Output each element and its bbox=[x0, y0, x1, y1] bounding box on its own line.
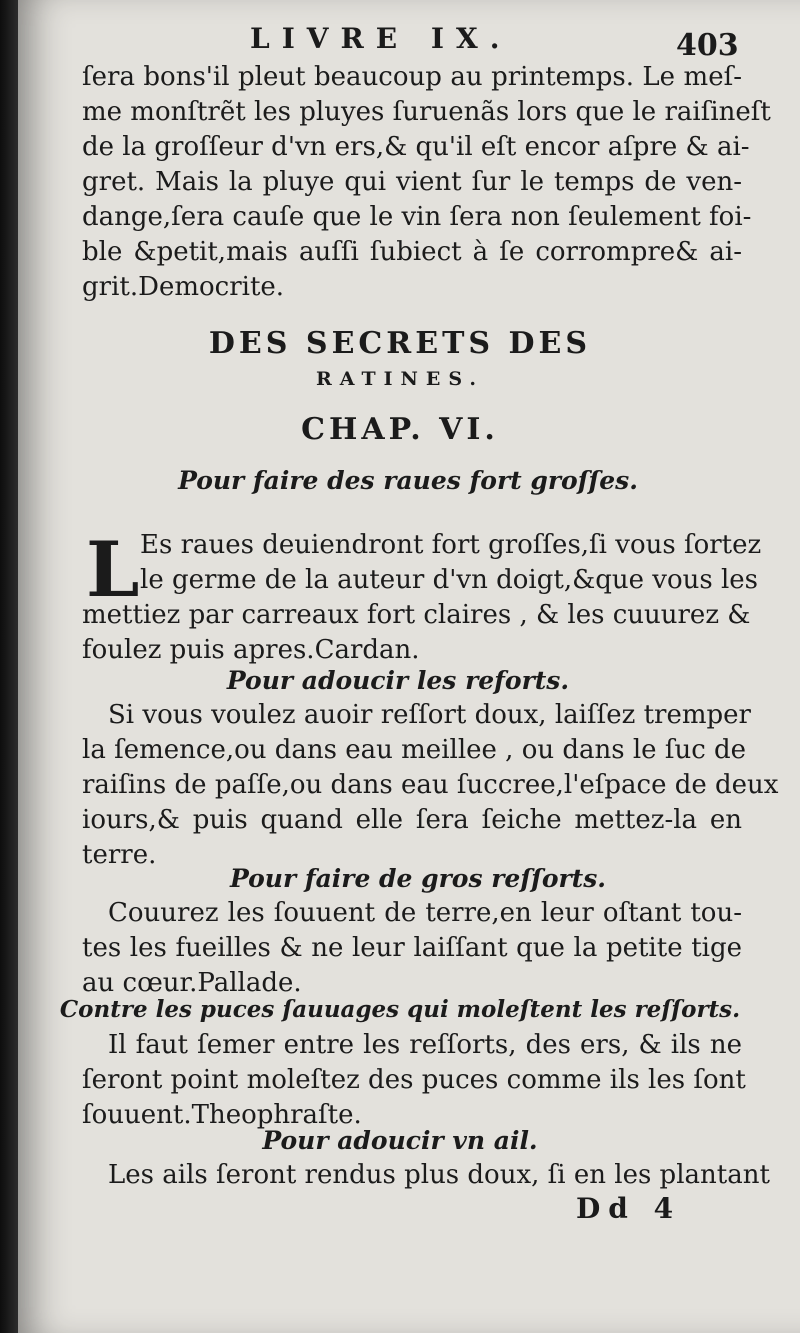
book-gutter bbox=[0, 0, 18, 1333]
text-line: au cœur.Pallade. bbox=[82, 968, 302, 998]
book-page bbox=[18, 0, 800, 1333]
text-line: gret. Mais la pluye qui vient ſur le temps de ven- bbox=[82, 167, 742, 197]
paragraph-raues bbox=[82, 525, 762, 668]
paragraph-adoucir bbox=[82, 698, 779, 873]
text-line: mettiez par carreaux fort claires , & les cuuurez & bbox=[82, 600, 751, 630]
text-line: Couurez les ſouuent de terre,en leur oſtant tou- bbox=[108, 898, 742, 928]
text-line: Si vous voulez auoir reſſort doux, laiſſez tremper bbox=[108, 700, 751, 730]
text-line: raiſins de paſſe,ou dans eau ſuccree,l'eſpace de deux bbox=[82, 770, 779, 800]
text-line: ſouuent.Theophraſte. bbox=[82, 1100, 362, 1130]
paragraph-ail bbox=[82, 1158, 770, 1193]
running-head-title: LIVRE IX. bbox=[250, 22, 512, 55]
top-paragraph bbox=[82, 60, 771, 305]
text-line: Es raues deuiendront fort groſſes,ſi vous ſortez bbox=[140, 530, 762, 560]
section-title-line2: RATINES. bbox=[315, 368, 485, 390]
text-line: tes les fueilles & ne leur laiſſant que la petite tige bbox=[82, 933, 742, 963]
text-line: dange,ſera cauſe que le vin ſera non ſeulement foi- bbox=[82, 202, 752, 232]
text-line: Les ails ſeront rendus plus doux, ſi en les plantant bbox=[108, 1160, 770, 1190]
heading-gros: Pour faire de gros reſſorts. bbox=[229, 864, 607, 893]
heading-ail: Pour adoucir vn ail. bbox=[262, 1126, 538, 1155]
text-line: terre. bbox=[82, 840, 157, 870]
page-number: 403 bbox=[676, 28, 739, 63]
signature-mark: Dd 4 bbox=[576, 1192, 682, 1225]
text-line: foulez puis apres.Cardan. bbox=[82, 635, 420, 665]
text-line: me monſtrẽt les pluyes ſuruenãs lors que le raiſineſt bbox=[82, 97, 771, 127]
drop-capital: L bbox=[86, 525, 140, 614]
text-line: le germe de la auteur d'vn doigt,&que vous les bbox=[140, 565, 759, 595]
text-line: de la groſſeur d'vn ers,& qu'il eſt encor aſpre & ai- bbox=[82, 132, 750, 162]
heading-adoucir: Pour adoucir les reforts. bbox=[226, 666, 570, 695]
text-line: Il faut ſemer entre les reſſorts, des ers, & ils ne bbox=[108, 1030, 742, 1060]
section-title: DES SECRETS DES bbox=[208, 326, 592, 361]
heading-raues: Pour faire des raues fort groſſes. bbox=[178, 466, 638, 495]
text-line: ſeront point moleſtez des puces comme ils les ſont bbox=[82, 1065, 746, 1095]
text-line: grit.Democrite. bbox=[82, 272, 285, 302]
heading-puces: Contre les puces ſauuages qui moleſtent les reſſorts. bbox=[59, 996, 741, 1023]
chapter-number: CHAP. VI. bbox=[301, 412, 499, 447]
text-line: ble &petit,mais auſſi ſubiect à ſe corrompre& ai- bbox=[82, 237, 742, 267]
paragraph-puces bbox=[82, 1028, 746, 1133]
text-line: iours,& puis quand elle ſera ſeiche mettez-la en bbox=[82, 805, 742, 835]
text-line: la ſemence,ou dans eau meillee , ou dans le ſuc de bbox=[82, 735, 747, 765]
paragraph-gros bbox=[82, 896, 742, 1001]
text-line: ſera bons'il pleut beaucoup au printemps. Le meſ- bbox=[82, 62, 742, 92]
running-head bbox=[18, 22, 800, 62]
